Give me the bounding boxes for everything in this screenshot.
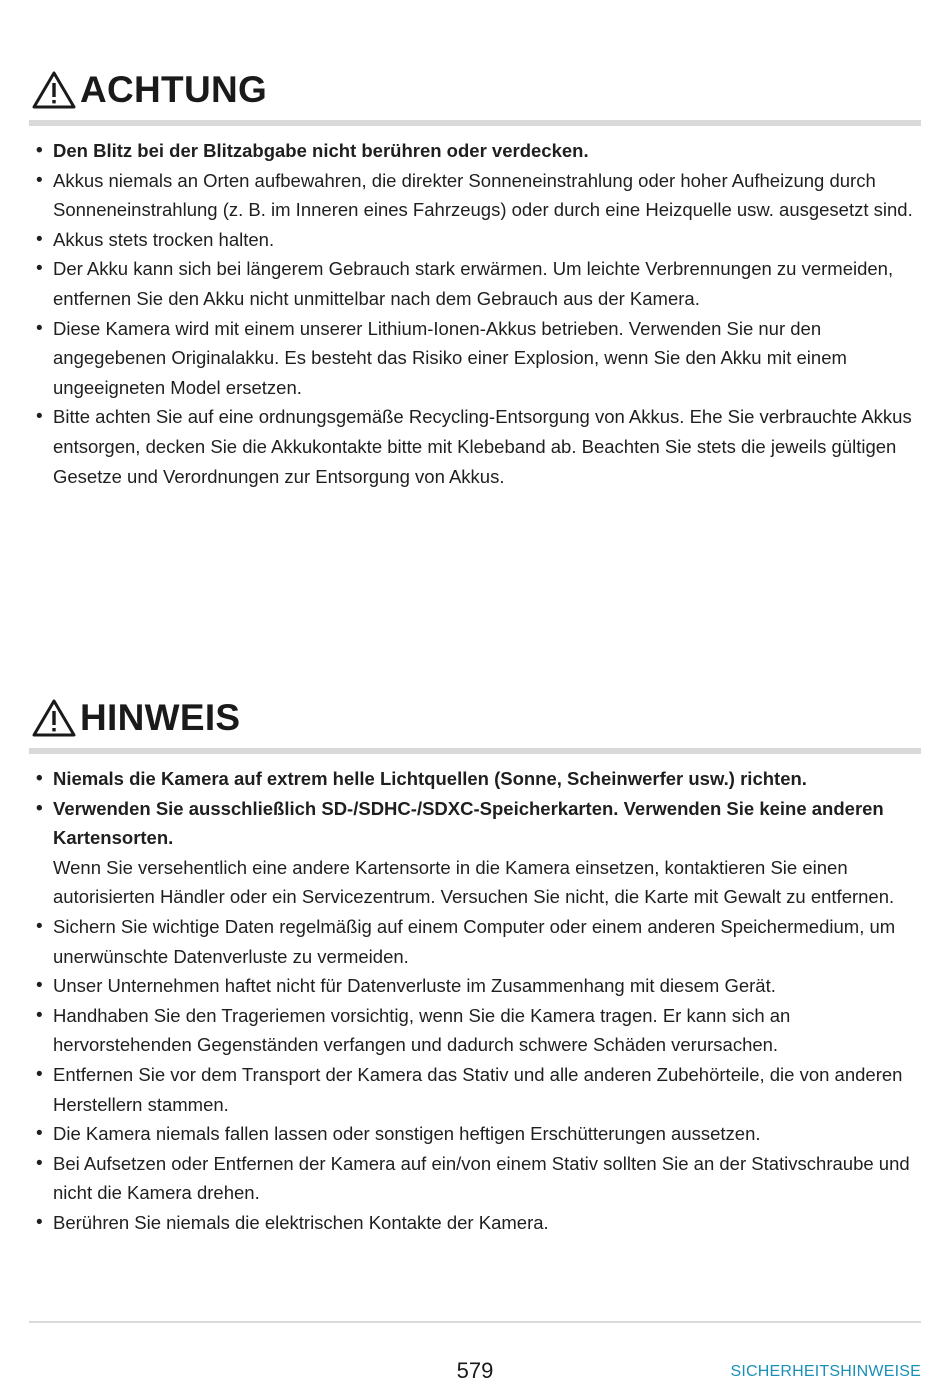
list-item-text: Die Kamera niemals fallen lassen oder sonstigen heftigen Erschütterungen aussetzen. — [53, 1123, 761, 1145]
hinweis-section — [29, 694, 921, 1238]
list-item-text: Unser Unternehmen haftet nicht für Datenverluste im Zusammenhang mit diesem Gerät. — [53, 975, 776, 997]
hinweis-heading — [29, 694, 921, 742]
list-item — [29, 136, 921, 166]
section-label-link[interactable]: SICHERHEITSHINWEISE — [730, 1363, 921, 1380]
list-item-subtext: Wenn Sie versehentlich eine andere Kartensorte in die Kamera einsetzen, kontaktieren Sie einen autorisierten Händler oder ein Servicezentrum. Versuchen Sie nicht, die Karte mit Gewalt zu entfernen. — [53, 856, 895, 908]
list-item-text: Berühren Sie niemals die elektrischen Kontakte der Kamera. — [53, 1211, 549, 1233]
footer-divider — [29, 1321, 921, 1323]
list-item — [29, 254, 921, 313]
achtung-heading — [29, 66, 921, 114]
list-item — [29, 225, 921, 255]
list-item — [29, 1001, 921, 1060]
list-item — [29, 1149, 921, 1208]
list-item — [29, 912, 921, 971]
list-item — [29, 314, 921, 403]
page-number: 579 — [456, 1358, 494, 1383]
warning-triangle-icon — [32, 698, 76, 738]
list-item-text: Diese Kamera wird mit einem unserer Lithium-Ionen-Akkus betrieben. Verwenden Sie nur den angegebenen Originalakku. Es besteht das Risiko einer Explosion, wenn Sie den Akku mit einem ungeeigneten Model ersetzen. — [53, 317, 847, 398]
achtung-divider — [29, 120, 921, 126]
hinweis-divider — [29, 748, 921, 754]
list-item-text: Verwenden Sie ausschließlich SD-/SDHC-/SDXC-Speicherkarten. Verwenden Sie keine anderen Kartensorten. — [53, 797, 884, 849]
list-item-text: Den Blitz bei der Blitzabgabe nicht berühren oder verdecken. — [53, 140, 589, 161]
list-item — [29, 166, 921, 225]
list-item — [29, 794, 921, 912]
list-item-text: Akkus stets trocken halten. — [53, 228, 275, 250]
list-item-text: Der Akku kann sich bei längerem Gebrauch stark erwärmen. Um leichte Verbrennungen zu vermeiden, entfernen Sie den Akku nicht unmittelbar nach dem Gebrauch aus der Kamera. — [53, 258, 894, 309]
list-item — [29, 402, 921, 491]
list-item-text: Entfernen Sie vor dem Transport der Kamera das Stativ und alle anderen Zubehörteile, die von anderen Herstellern stammen. — [53, 1063, 903, 1115]
achtung-section — [29, 66, 921, 491]
list-item — [29, 1208, 921, 1238]
list-item — [29, 764, 921, 794]
hinweis-list — [29, 764, 921, 1238]
list-item-text: Handhaben Sie den Trageriemen vorsichtig, wenn Sie die Kamera tragen. Er kann sich an hervorstehenden Gegenständen verfangen und dadurch schwere Schäden verursachen. — [53, 1004, 791, 1056]
hinweis-title: HINWEIS — [80, 697, 241, 738]
warning-triangle-icon — [32, 70, 76, 110]
list-item-text: Akkus niemals an Orten aufbewahren, die direkter Sonneneinstrahlung oder hoher Aufheizung durch Sonneneinstrahlung (z. B. im Inneren eines Fahrzeugs) oder durch eine Heizquelle usw. ausgesetzt sind. — [53, 169, 913, 221]
list-item — [29, 971, 921, 1001]
list-item-text: Bitte achten Sie auf eine ordnungsgemäße Recycling-Entsorgung von Akkus. Ehe Sie verbrauchte Akkus entsorgen, decken Sie die Akkukontakte bitte mit Klebeband ab. Beachten Sie stets die jeweils gültigen Gesetze und Verordnungen zur Entsorgung von Akkus. — [53, 406, 912, 487]
list-item-text: Sichern Sie wichtige Daten regelmäßig auf einem Computer oder einem anderen Speichermedium, um unerwünschte Datenverluste zu vermeiden. — [53, 915, 896, 967]
achtung-title: ACHTUNG — [80, 69, 268, 110]
list-item — [29, 1060, 921, 1119]
list-item-text: Niemals die Kamera auf extrem helle Lichtquellen (Sonne, Scheinwerfer usw.) richten. — [53, 768, 807, 789]
list-item — [29, 1119, 921, 1149]
list-item-text: Bei Aufsetzen oder Entfernen der Kamera auf ein/von einem Stativ sollten Sie an der Stativschraube und nicht die Kamera drehen. — [53, 1152, 910, 1204]
achtung-list — [29, 136, 921, 491]
